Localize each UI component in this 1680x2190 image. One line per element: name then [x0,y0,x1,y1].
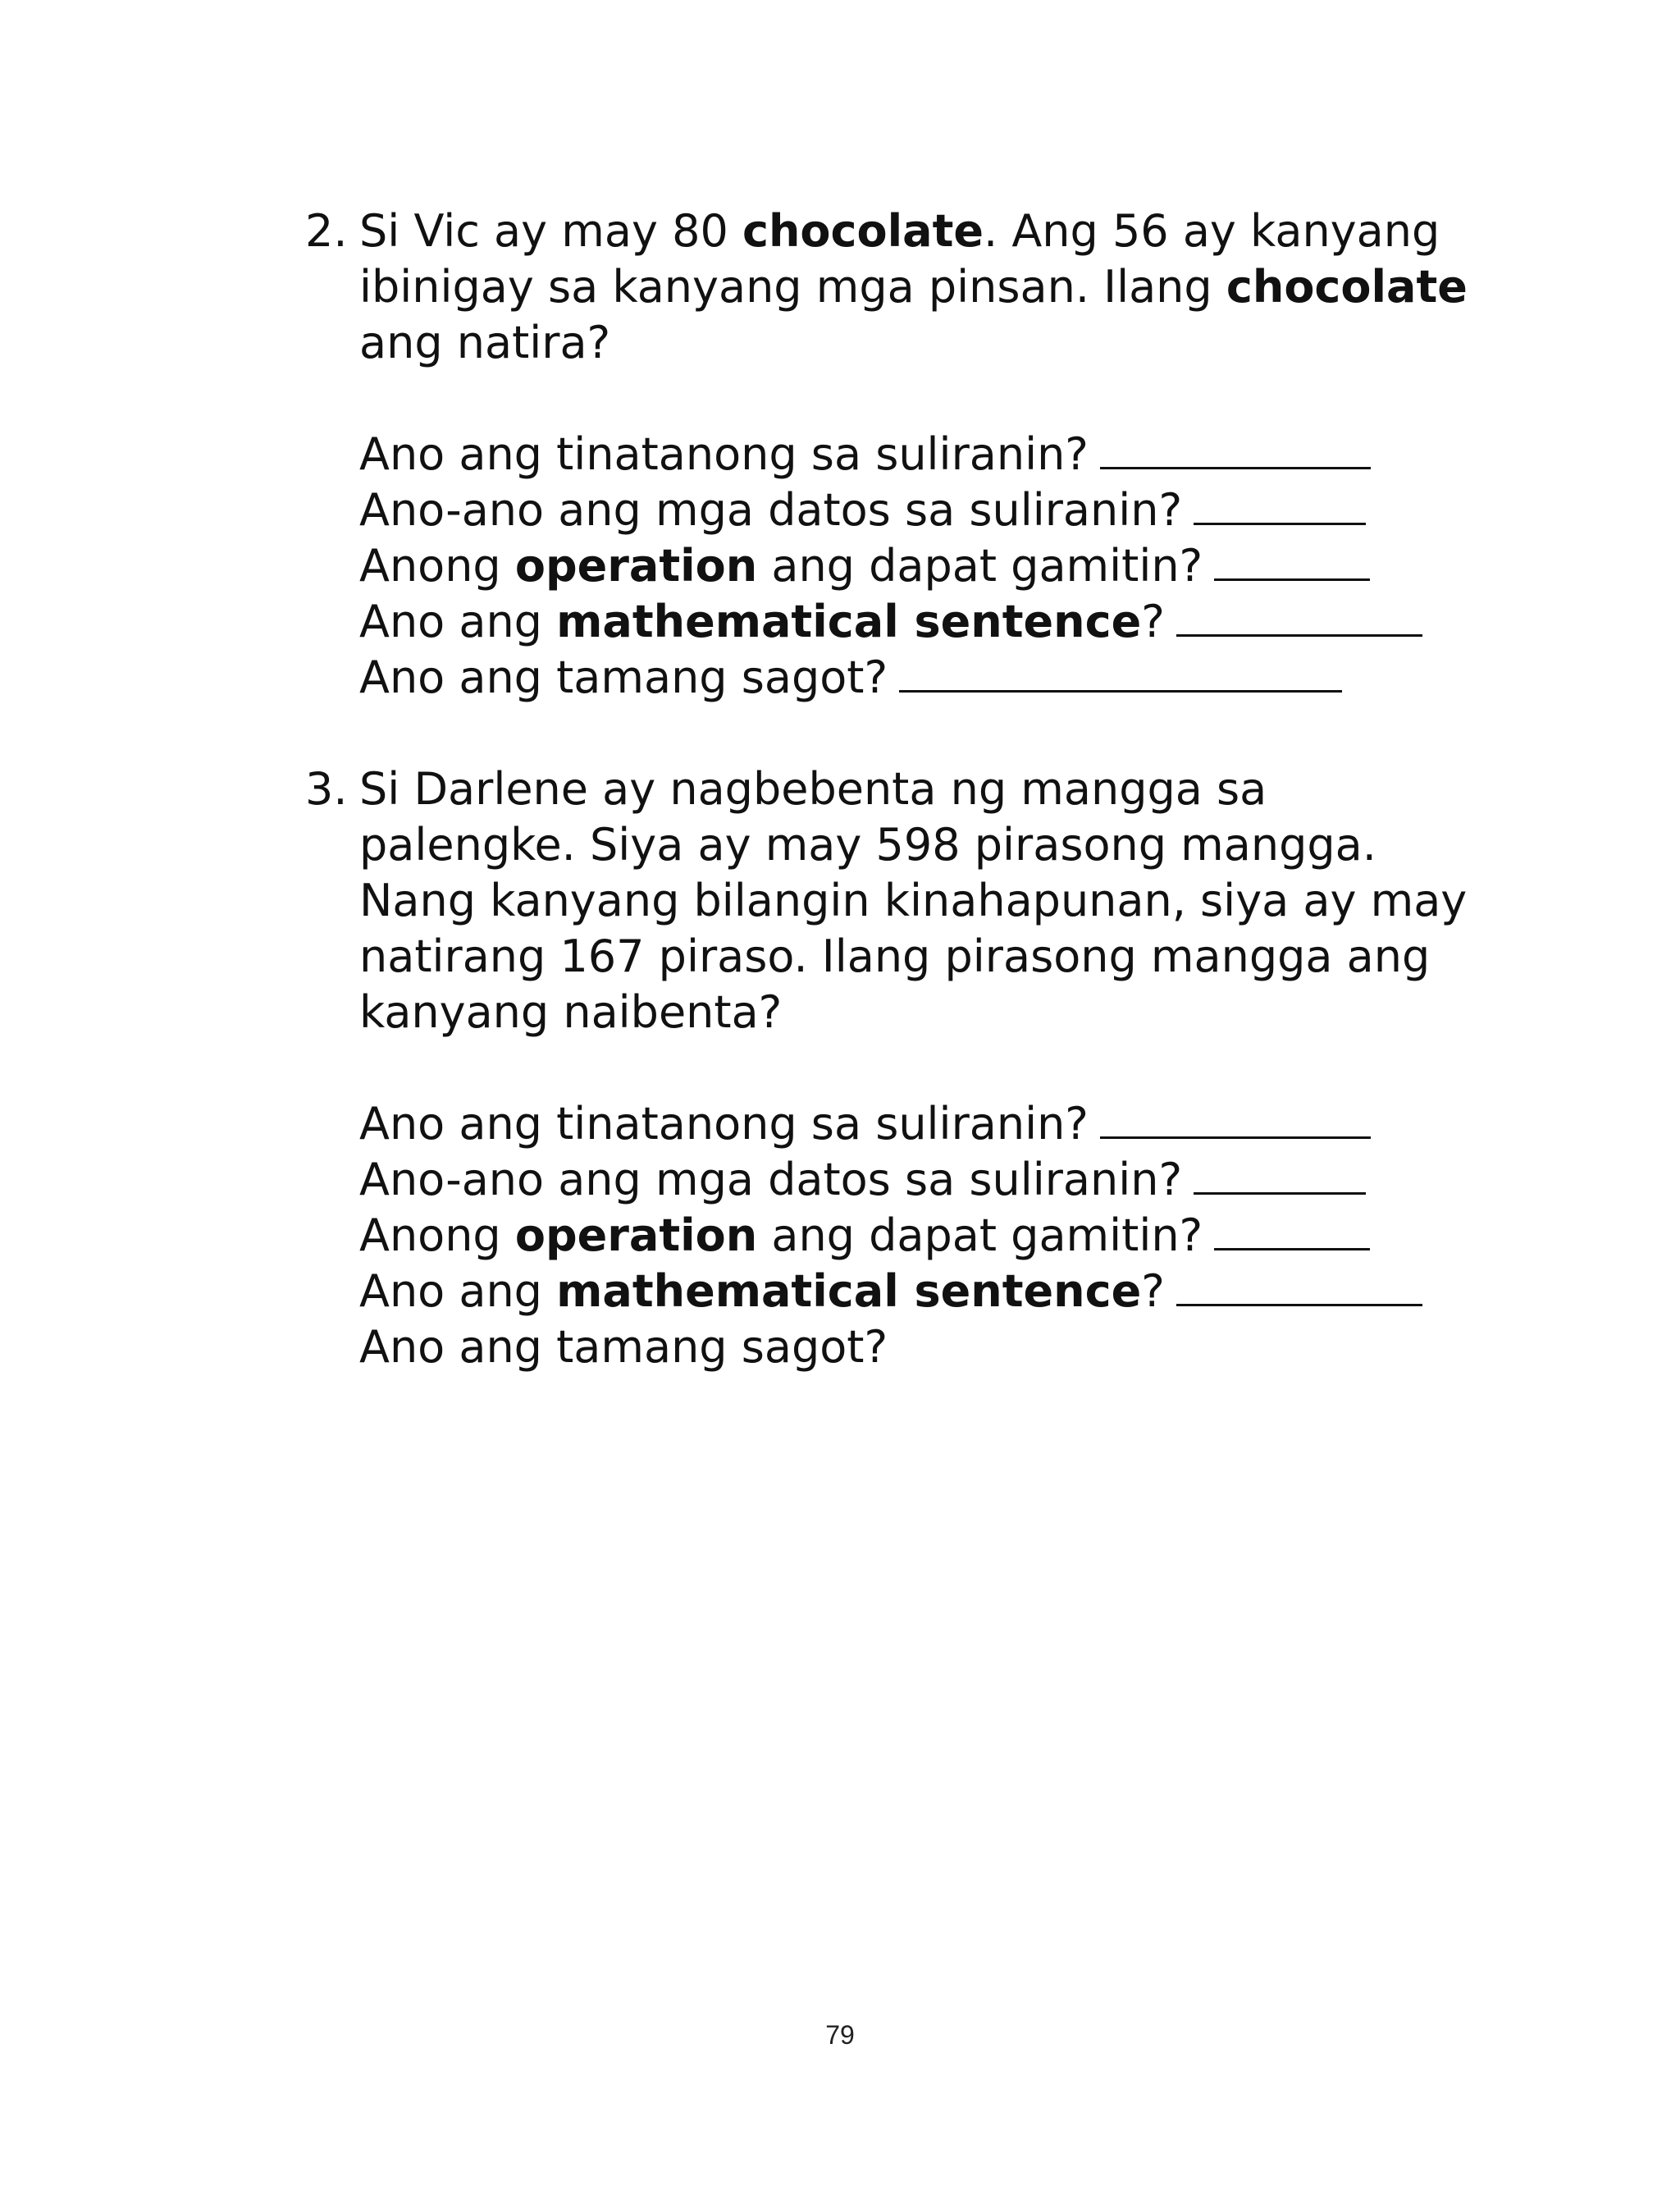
problem-number: 3. [305,763,348,815]
stem-text: Si Darlene ay nagbebenta ng mangga sa palengke. Siya ay may 598 pirasong mangga. Nang kanyang bilangin kinahapunan, siya ay may natirang 167 piraso. Ilang pirasong mangga ang kanyang naibenta? [359,763,1468,1038]
answer-blank[interactable] [1194,483,1366,525]
answer-blank[interactable] [1176,1264,1422,1306]
stem-text: ang natira? [359,317,611,368]
question-given-data: Ano-ano ang mga datos sa suliranin? [359,1152,1495,1208]
problem-number: 2. [305,205,348,257]
answer-blank[interactable] [1194,1153,1366,1195]
stem-bold-term: chocolate [1226,261,1468,313]
question-asked: Ano ang tinatanong sa suliranin? [359,427,1495,482]
question-operation: Anong operation ang dapat gamitin? [359,1208,1495,1264]
answer-blank[interactable] [1214,539,1370,581]
question-math-sentence: Ano ang mathematical sentence? [359,1264,1495,1319]
answer-blank[interactable] [1100,1097,1371,1139]
page-number: 79 [825,2020,855,2050]
question-answer: Ano ang tamang sagot? [359,650,1495,706]
question-math-sentence: Ano ang mathematical sentence? [359,594,1495,650]
answer-blank[interactable] [1100,427,1371,469]
problem-stem [305,761,1495,1040]
problem-stem [305,203,1495,371]
problem-3 [305,761,1495,1375]
stem-bold-term: chocolate [742,205,984,257]
answer-blank[interactable] [1214,1209,1370,1250]
question-list [305,1096,1495,1375]
question-given-data: Ano-ano ang mga datos sa suliranin? [359,482,1495,538]
question-operation: Anong operation ang dapat gamitin? [359,538,1495,594]
question-list [305,427,1495,706]
stem-text: Si Vic ay may 80 [359,205,742,257]
answer-blank[interactable] [1176,595,1422,637]
stem-text: . Ang 56 ay kanyang ibinigay sa kanyang mga pinsan. Ilang [359,205,1440,313]
question-asked: Ano ang tinatanong sa suliranin? [359,1096,1495,1152]
answer-blank[interactable] [899,651,1342,693]
question-answer: Ano ang tamang sagot? [359,1321,888,1373]
problem-2 [305,203,1495,706]
